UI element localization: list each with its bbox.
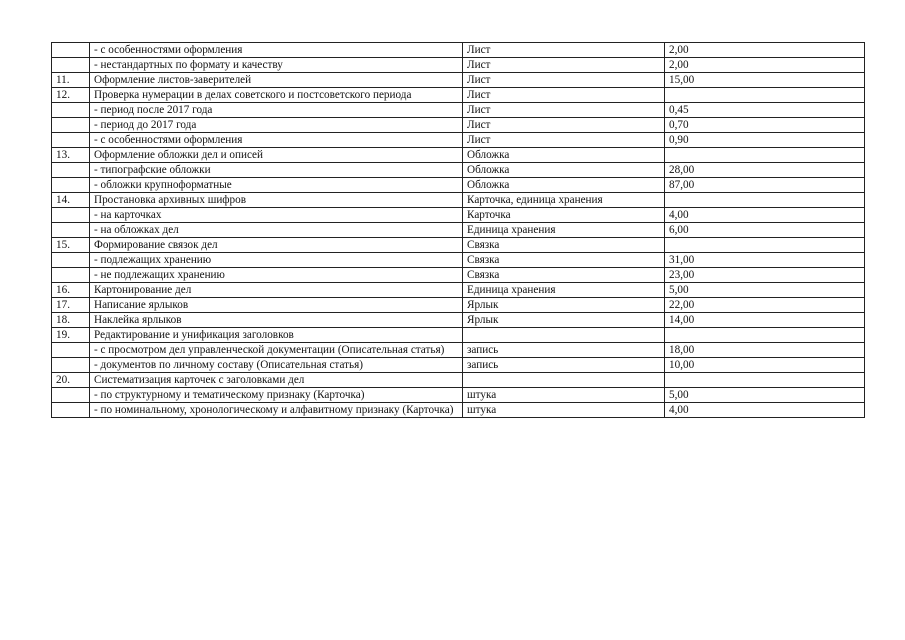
unit-cell: Ярлык <box>463 298 665 313</box>
table-row <box>52 313 865 328</box>
table-row <box>52 118 865 133</box>
row-number-cell <box>52 178 90 193</box>
service-name-cell: Наклейка ярлыков <box>90 313 463 328</box>
price-cell: 5,00 <box>665 283 865 298</box>
row-number-cell <box>52 58 90 73</box>
price-cell <box>665 148 865 163</box>
service-name-cell: - период до 2017 года <box>90 118 463 133</box>
table-row <box>52 328 865 343</box>
price-cell: 10,00 <box>665 358 865 373</box>
price-cell: 15,00 <box>665 73 865 88</box>
unit-cell: Связка <box>463 268 665 283</box>
price-cell <box>665 88 865 103</box>
service-name-cell: - типографские обложки <box>90 163 463 178</box>
table-row <box>52 148 865 163</box>
unit-cell: Лист <box>463 133 665 148</box>
table-row <box>52 193 865 208</box>
row-number-cell: 19. <box>52 328 90 343</box>
price-cell: 4,00 <box>665 208 865 223</box>
service-name-cell: Написание ярлыков <box>90 298 463 313</box>
service-name-cell: - по номинальному, хронологическому и алфавитному признаку (Карточка) <box>90 403 463 418</box>
row-number-cell <box>52 388 90 403</box>
service-name-cell: Оформление обложки дел и описей <box>90 148 463 163</box>
unit-cell: запись <box>463 358 665 373</box>
unit-cell: штука <box>463 388 665 403</box>
row-number-cell: 11. <box>52 73 90 88</box>
table-row <box>52 268 865 283</box>
table-row <box>52 403 865 418</box>
unit-cell: Связка <box>463 253 665 268</box>
price-cell: 2,00 <box>665 58 865 73</box>
unit-cell: штука <box>463 403 665 418</box>
table-row <box>52 178 865 193</box>
unit-cell: Лист <box>463 73 665 88</box>
service-name-cell: Редактирование и унификация заголовков <box>90 328 463 343</box>
row-number-cell: 15. <box>52 238 90 253</box>
table-row <box>52 103 865 118</box>
row-number-cell: 18. <box>52 313 90 328</box>
table-row <box>52 283 865 298</box>
row-number-cell <box>52 163 90 178</box>
row-number-cell <box>52 253 90 268</box>
price-list-table <box>51 42 865 418</box>
table-row <box>52 343 865 358</box>
unit-cell: Лист <box>463 88 665 103</box>
price-list-body <box>52 43 865 418</box>
service-name-cell: - не подлежащих хранению <box>90 268 463 283</box>
price-cell: 0,90 <box>665 133 865 148</box>
row-number-cell <box>52 403 90 418</box>
row-number-cell <box>52 268 90 283</box>
table-row <box>52 43 865 58</box>
price-cell: 0,45 <box>665 103 865 118</box>
service-name-cell: - на обложках дел <box>90 223 463 238</box>
price-cell: 28,00 <box>665 163 865 178</box>
price-cell: 5,00 <box>665 388 865 403</box>
unit-cell: Связка <box>463 238 665 253</box>
unit-cell: Лист <box>463 43 665 58</box>
unit-cell <box>463 373 665 388</box>
service-name-cell: - подлежащих хранению <box>90 253 463 268</box>
row-number-cell <box>52 208 90 223</box>
table-row <box>52 253 865 268</box>
price-cell: 6,00 <box>665 223 865 238</box>
service-name-cell: - нестандартных по формату и качеству <box>90 58 463 73</box>
service-name-cell: - период после 2017 года <box>90 103 463 118</box>
table-row <box>52 238 865 253</box>
unit-cell: Ярлык <box>463 313 665 328</box>
unit-cell: Карточка <box>463 208 665 223</box>
price-cell: 0,70 <box>665 118 865 133</box>
table-row <box>52 73 865 88</box>
unit-cell: Обложка <box>463 163 665 178</box>
unit-cell <box>463 328 665 343</box>
price-cell: 2,00 <box>665 43 865 58</box>
table-row <box>52 163 865 178</box>
table-row <box>52 58 865 73</box>
price-cell: 31,00 <box>665 253 865 268</box>
table-row <box>52 358 865 373</box>
service-name-cell: Проверка нумерации в делах советского и постсоветского периода <box>90 88 463 103</box>
table-row <box>52 223 865 238</box>
unit-cell: Единица хранения <box>463 283 665 298</box>
price-cell <box>665 373 865 388</box>
unit-cell: Карточка, единица хранения <box>463 193 665 208</box>
service-name-cell: Формирование связок дел <box>90 238 463 253</box>
service-name-cell: - на карточках <box>90 208 463 223</box>
row-number-cell: 16. <box>52 283 90 298</box>
unit-cell: запись <box>463 343 665 358</box>
price-cell: 18,00 <box>665 343 865 358</box>
table-row <box>52 88 865 103</box>
unit-cell: Лист <box>463 103 665 118</box>
row-number-cell <box>52 43 90 58</box>
row-number-cell: 12. <box>52 88 90 103</box>
price-cell <box>665 328 865 343</box>
price-cell: 87,00 <box>665 178 865 193</box>
price-cell: 14,00 <box>665 313 865 328</box>
service-name-cell: - с особенностями оформления <box>90 133 463 148</box>
service-name-cell: Картонирование дел <box>90 283 463 298</box>
unit-cell: Лист <box>463 118 665 133</box>
price-cell: 23,00 <box>665 268 865 283</box>
row-number-cell: 20. <box>52 373 90 388</box>
price-cell <box>665 193 865 208</box>
row-number-cell <box>52 133 90 148</box>
row-number-cell <box>52 343 90 358</box>
row-number-cell <box>52 118 90 133</box>
service-name-cell: Систематизация карточек с заголовками дел <box>90 373 463 388</box>
unit-cell: Обложка <box>463 178 665 193</box>
row-number-cell <box>52 223 90 238</box>
row-number-cell <box>52 358 90 373</box>
service-name-cell: - с просмотром дел управленческой документации (Описательная статья) <box>90 343 463 358</box>
price-cell <box>665 238 865 253</box>
unit-cell: Единица хранения <box>463 223 665 238</box>
service-name-cell: Оформление листов-заверителей <box>90 73 463 88</box>
service-name-cell: Простановка архивных шифров <box>90 193 463 208</box>
table-row <box>52 208 865 223</box>
table-row <box>52 298 865 313</box>
service-name-cell: - с особенностями оформления <box>90 43 463 58</box>
row-number-cell: 17. <box>52 298 90 313</box>
service-name-cell: - обложки крупноформатные <box>90 178 463 193</box>
service-name-cell: - документов по личному составу (Описательная статья) <box>90 358 463 373</box>
service-name-cell: - по структурному и тематическому признаку (Карточка) <box>90 388 463 403</box>
unit-cell: Лист <box>463 58 665 73</box>
price-cell: 22,00 <box>665 298 865 313</box>
table-row <box>52 373 865 388</box>
table-row <box>52 133 865 148</box>
unit-cell: Обложка <box>463 148 665 163</box>
price-cell: 4,00 <box>665 403 865 418</box>
table-row <box>52 388 865 403</box>
row-number-cell: 14. <box>52 193 90 208</box>
row-number-cell <box>52 103 90 118</box>
row-number-cell: 13. <box>52 148 90 163</box>
